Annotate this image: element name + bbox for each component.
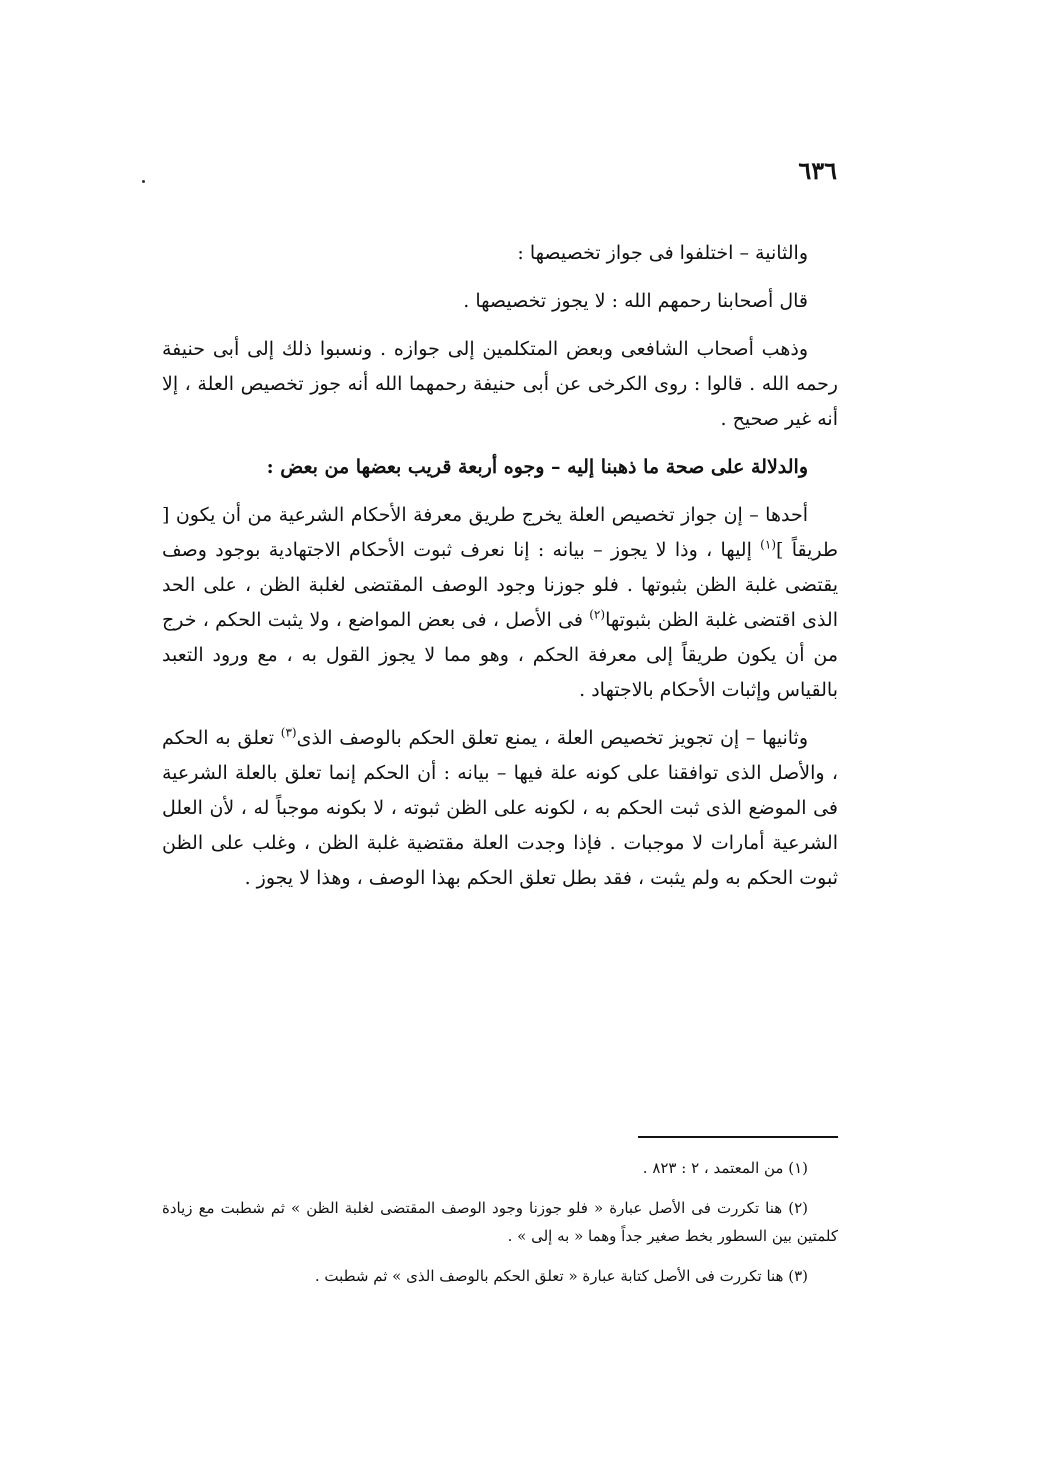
footnote-ref-3[interactable]: (٣) <box>280 725 297 740</box>
paragraph-second-issue-heading: والثانية – اختلفوا فى جواز تخصيصها : <box>517 242 808 264</box>
paragraph-evidence-intro: والدلالة على صحة ما ذهبنا إليه – وجوه أربعة قريب بعضها من بعض : <box>266 456 808 478</box>
paragraph-second-argument-part1: وثانيها – إن تجويز تخصيص العلة ، يمنع تعلق الحكم بالوصف الذى <box>296 727 808 749</box>
paragraph-first-argument <box>162 498 838 708</box>
footnote-3: (٣) هنا تكررت فى الأصل كتابة عبارة « تعلق الحكم بالوصف الذى » ثم شطبت . <box>314 1267 808 1285</box>
paragraph-second-argument-part2: تعلق به الحكم ، والأصل الذى توافقنا على كونه علة فيها – بيانه : أن الحكم إنما تعلق بالعلة الشرعية فى الموضع الذى ثبت الحكم به ، لكونه على الظن ثبوته ، لا بكونه موجباً له ، لأن العلل الشرعية أمارات لا موجبات . فإذا وجدت العلة مقتضية غلبة الظن ، وغلب على الظن ثبوت الحكم به ولم يثبت ، فقد بطل تعلق الحكم بهذا الوصف ، وهذا لا يجوز . <box>162 727 838 889</box>
footnotes <box>162 1154 838 1302</box>
scan-speck <box>142 180 145 183</box>
paragraph-second-argument <box>162 721 838 896</box>
page-number: ٦٣٦ <box>798 156 837 185</box>
paragraph-shafii-view: وذهب أصحاب الشافعى وبعض المتكلمين إلى جوازه . ونسبوا ذلك إلى أبى حنيفة رحمه الله . قالوا : روى الكرخى عن أبى حنيفة رحمهما الله أنه جوز تخصيص العلة ، إلا أنه غير صحيح . <box>162 338 838 430</box>
footnote-ref-2[interactable]: (٢) <box>589 607 606 622</box>
footnote-2: (٢) هنا تكررت فى الأصل عبارة « فلو جوزنا وجود الوصف المقتضى لغلبة الظن » ثم شطبت مع زيادة كلمتين بين السطور بخط صغير جداً وهما « به إلى » . <box>162 1199 838 1245</box>
footnote-ref-1[interactable]: (١) <box>760 537 776 552</box>
paragraph-first-argument-part3: فى الأصل ، فى بعض المواضع ، ولا يثبت الحكم ، خرج من أن يكون طريقاً إلى معرفة الحكم ، وهو مما لا يجوز القول به ، مع ورود التعبد بالقياس وإثبات الأحكام بالاجتهاد . <box>162 609 838 701</box>
paragraph-first-argument-part1: أحدها – إن جواز تخصيص العلة يخرج طريق معرفة الأحكام الشرعية من أن يكون [ طريقاً ] <box>162 504 838 561</box>
footnote-1: (١) من المعتمد ، ٢ : ٨٢٣ . <box>642 1159 808 1177</box>
paragraph-our-companions: قال أصحابنا رحمهم الله : لا يجوز تخصيصها . <box>463 290 808 312</box>
paragraph-first-argument-part2: إليها ، وذا لا يجوز – بيانه : إنا نعرف ثبوت الأحكام الاجتهادية بوجود وصف يقتضى غلبة الظن بثبوتها . فلو جوزنا وجود الوصف المقتضى لغلبة الظن ، على الحد الذى اقتضى غلبة الظن بثبوتها <box>162 539 838 631</box>
footnote-separator <box>638 1136 838 1138</box>
main-text <box>162 236 838 909</box>
